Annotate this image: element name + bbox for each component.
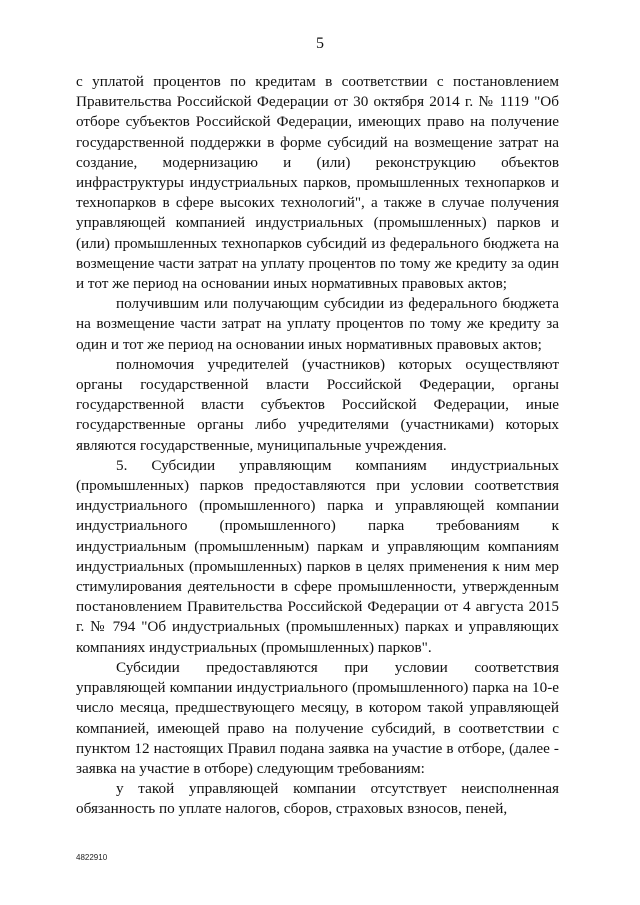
paragraph-item-5: 5. Субсидии управляющим компаниям индустриальных (промышленных) парков предоставляются при условии соответствия индустриального (промышленного) парка и управляющей компании индустриального (промышленного) парка требованиям к индустриальным (промышленным) паркам и управляющим компаниям индустриальных (промышленных) парков в целях применения к ним мер стимулирования деятельности в сфере промышленности, утвержденным постановлением Правительства Российской Федерации от 4 августа 2015 г. № 794 "Об индустриальных (промышленных) парках и управляющих компаниях индустриальных (промышленных) парков". (76, 456, 559, 656)
paragraph-credit-interest: с уплатой процентов по кредитам в соответствии с постановлением Правительства Российской Федерации от 30 октября 2014 г. № 1119 "Об отборе субъектов Российской Федерации, имеющих право на получение государственной поддержки в форме субсидий на возмещение затрат на создание, модернизацию и (или) реконструкцию объектов инфраструктуры индустриальных парков, промышленных технопарков и технопарков в сфере высоких технологий", а также в случае получения управляющей компанией индустриальных (промышленных) парков и (или) промышленных технопарков субсидий из федерального бюджета на возмещение части затрат на уплату процентов по тому же кредиту за один и тот же период на основании иных нормативных правовых актов; (76, 73, 559, 293)
paragraph-tax-obligations: у такой управляющей компании отсутствует неисполненная обязанность по уплате налогов, сборов, страховых взносов, пеней, (76, 780, 559, 818)
paragraph-founders-powers: полномочия учредителей (участников) которых осуществляют органы государственной власти Российской Федерации, органы государственной власти субъектов Российской Федерации, иные государственные органы либо учредителями (участниками) которых являются государственные, муниципальные учреждения. (76, 355, 559, 454)
paragraph-subsidy-conditions: Субсидии предоставляются при условии соответствия управляющей компании индустриального (промышленного) парка на 10-е число месяца, предшествующего месяцу, в котором такой управляющей компанией, имеющей право на получение субсидий, в соответствии с пунктом 12 настоящих Правил подана заявка на участие в отборе, (далее - заявка на участие в отборе) следующим требованиям: (76, 658, 559, 777)
document-code: 4822910 (76, 853, 108, 862)
document-body (76, 72, 559, 820)
paragraph-received-subsidies: получившим или получающим субсидии из федерального бюджета на возмещение части затрат на уплату процентов по тому же кредиту за один и тот же период на основании иных нормативных правовых актов; (76, 295, 559, 353)
page-number: 5 (316, 35, 324, 52)
